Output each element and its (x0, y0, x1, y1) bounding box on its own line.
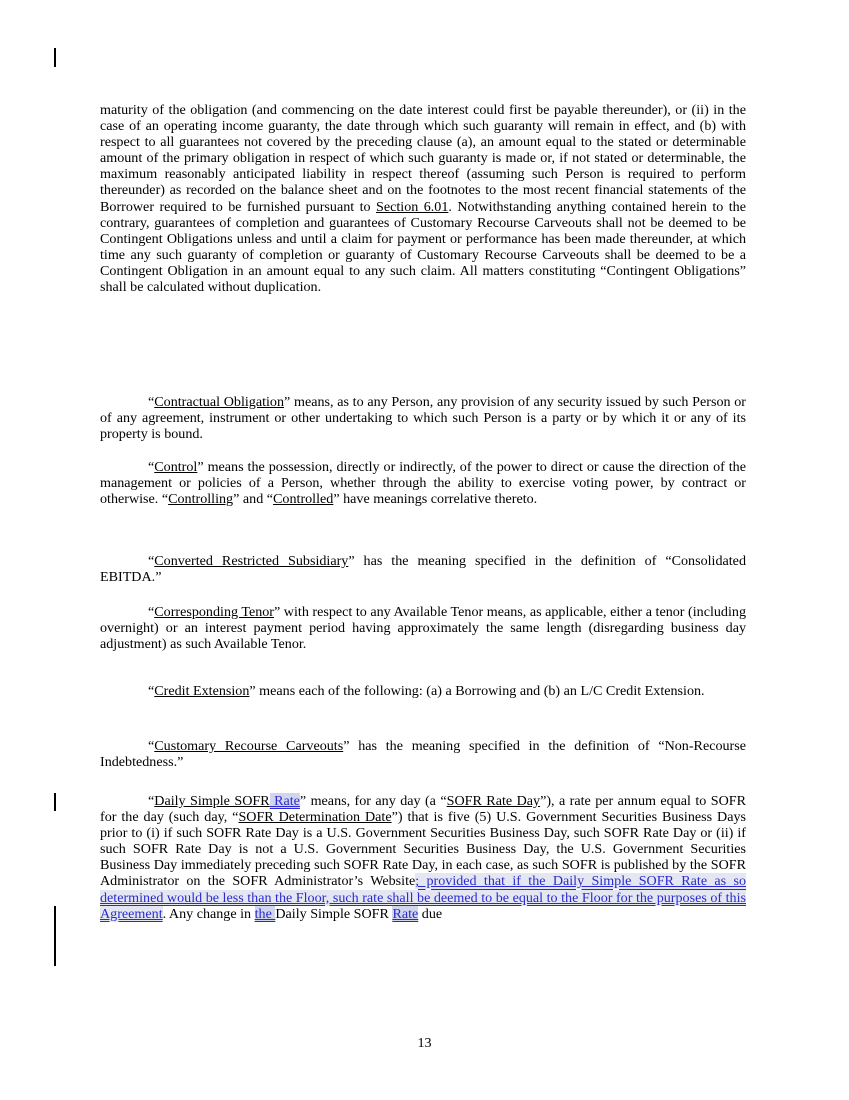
quote-mark: “ (148, 394, 155, 410)
definition-text: ” means, for any day (a “ (299, 793, 447, 809)
revision-bar-para8-insert (54, 906, 56, 966)
defined-term: Converted Restricted Subsidiary (154, 553, 349, 569)
defined-term: Control (154, 459, 198, 475)
inserted-text: ; provided that if the Daily Simple SOFR Rate as so determined would be less than the Floor, such rate shall be deemed to be equal to the Floor for the purposes of this Agreement (100, 873, 747, 922)
definition-customary-recourse-carveouts (100, 738, 746, 770)
definition-text: ”) that is five (5) U.S. Government Securities Business Days prior to (i) if such SOFR Rate Day is a U.S. Government Securities Business Day, such SOFR Rate Day or (ii) if such SOFR Rate Day is not a U.S. Government Securities Business Day, the U.S. Government Securities Business Day immediately preceding such SOFR Rate Day, in each case, as such SOFR is published by the SOFR Administrator on the SOFR Administrator’s Website (100, 809, 747, 890)
definition-text: ” has the meaning specified in the definition of “Consolidated EBITDA.” (100, 553, 746, 586)
definition-text: Daily Simple SOFR (275, 905, 393, 922)
para-text: maturity of the obligation (and commencing on the date interest could first be payable thereunder), or (ii) in the case of an operating income guaranty, the date through which such guaranty will remain in effect, and (b) with respect to all guarantees not covered by the preceding clause (a), an amount equal to the stated or determinable amount of the primary obligation in respect of which such guaranty is made or, if not stated or determinable, the maximum reasonably anticipated liability in respect thereof (assuming such Person is required to perform thereunder) as recorded on the balance sheet and on the footnotes to the most recent financial statements of the Borrower required to be furnished pursuant to (100, 102, 746, 215)
para-text: . Notwithstanding anything contained herein to the contrary, guarantees of completion and guarantees of Customary Recourse Carveouts shall not be deemed to be Contingent Obligations unless and until a claim for payment or performance has been made thereunder, at which time any such guaranty of completion or guaranty of Customary Recourse Carveouts shall be deemed to be a Contingent Obligation in an amount equal to any such claim. All matters constituting “Contingent Obligations” shall be calculated without duplication. (100, 198, 746, 296)
inserted-text: Rate (392, 905, 419, 922)
definition-text: due (418, 905, 443, 922)
definition-control (100, 459, 746, 507)
defined-term: Contractual Obligation (154, 394, 285, 410)
definition-text: ” has the meaning specified in the definition of “Non-Recourse Indebtedness.” (100, 738, 746, 771)
definition-text: ”), a rate per annum equal to SOFR for the day (such day, “ (100, 793, 747, 826)
defined-term: Credit Extension (154, 683, 250, 699)
paragraph-contingent-obligation-cont (100, 102, 746, 295)
definition-text: ” and “ (233, 491, 274, 508)
definition-converted-restricted-subsidiary (100, 553, 746, 585)
defined-term: Corresponding Tenor (154, 604, 274, 620)
quote-mark: “ (148, 459, 155, 475)
quote-mark: “ (148, 738, 155, 754)
definition-text: ” have meanings correlative thereto. (333, 491, 538, 508)
defined-term: Controlling (168, 491, 234, 508)
revision-bar-top (54, 48, 56, 67)
definition-text: ” with respect to any Available Tenor means, as applicable, either a tenor (including overnight) or an interest payment period having approximately the same length (disregarding business day adjustment) as such Available Tenor. (100, 604, 746, 653)
inserted-text: the (254, 905, 276, 922)
definition-text: . Any change in (162, 905, 255, 922)
defined-term: Controlled (273, 491, 334, 508)
defined-term: SOFR Determination Date (238, 809, 392, 826)
quote-mark: “ (148, 683, 155, 699)
quote-mark: “ (148, 553, 155, 569)
definition-daily-simple-sofr-rate (100, 793, 746, 922)
defined-term: Customary Recourse Carveouts (154, 738, 344, 754)
definition-credit-extension (100, 683, 746, 699)
section-reference: Section 6.01 (376, 198, 449, 215)
definition-text: ” means each of the following: (a) a Borrowing and (b) an L/C Credit Extension. (249, 683, 705, 699)
page-number: 13 (417, 1035, 432, 1051)
defined-term: SOFR Rate Day (446, 793, 541, 809)
revision-bar-para8-start (54, 793, 56, 811)
quote-mark: “ (148, 604, 155, 620)
definition-text: ” means the possession, directly or indirectly, of the power to direct or cause the direction of the management or policies of a Person, whether through the ability to exercise voting power, by contract or otherwise. “ (100, 459, 746, 508)
inserted-text: Rate (269, 793, 300, 809)
definition-contractual-obligation (100, 394, 746, 442)
quote-mark: “ (148, 793, 155, 809)
defined-term: Daily Simple SOFR (154, 793, 270, 809)
definition-text: ” means, as to any Person, any provision of any security issued by such Person or of any agreement, instrument or other undertaking to which such Person is a party or by which it or any of its property is bound. (100, 394, 746, 443)
definition-corresponding-tenor (100, 604, 746, 652)
